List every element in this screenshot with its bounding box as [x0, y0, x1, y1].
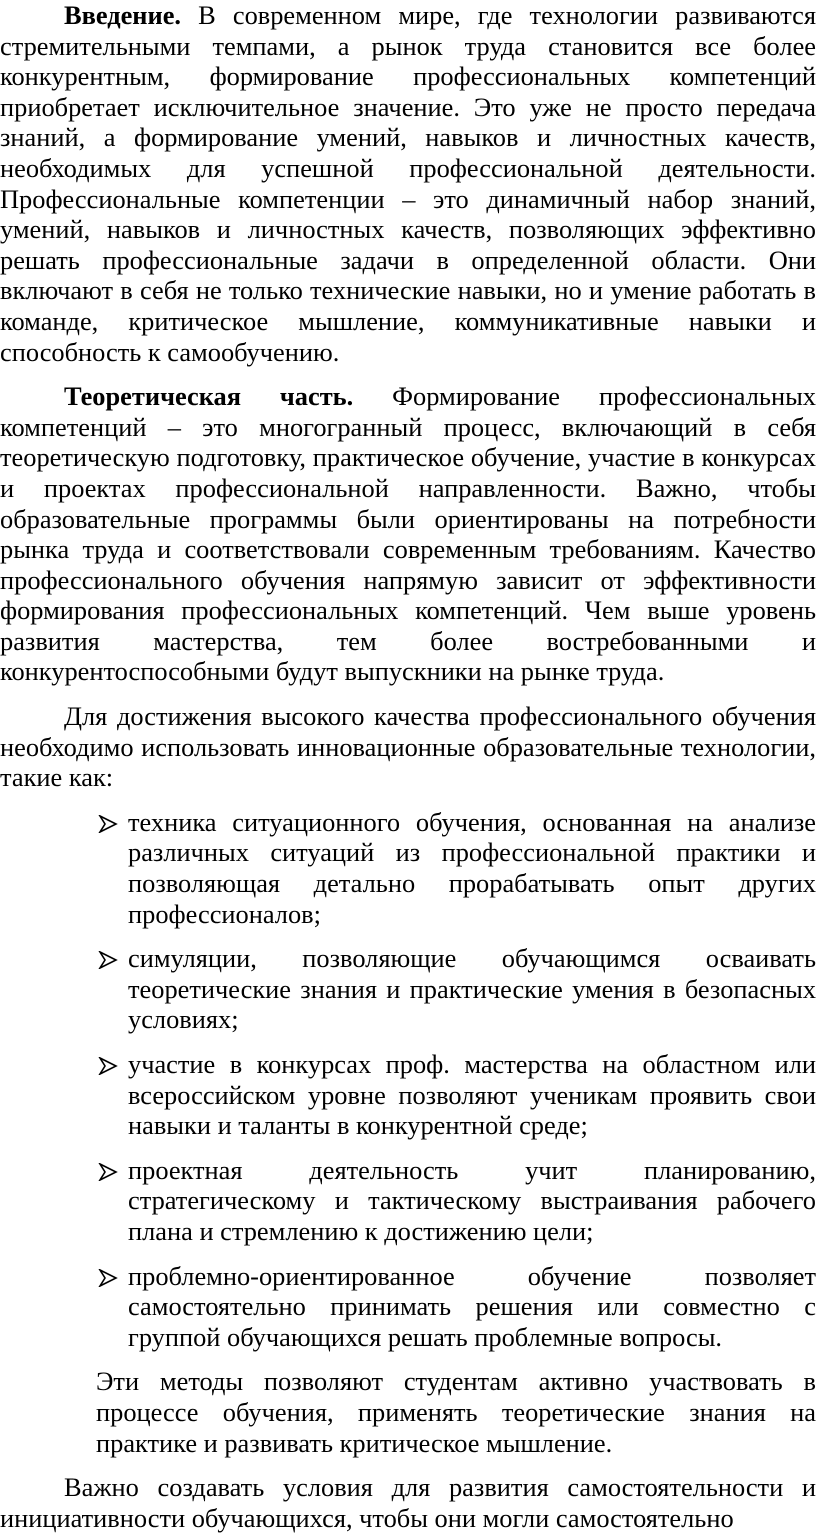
list-item [128, 1155, 816, 1247]
technology-list [0, 807, 816, 1353]
arrowhead-bullet-icon [98, 807, 120, 833]
arrowhead-bullet-icon [98, 1261, 120, 1287]
arrowhead-bullet-icon [98, 1049, 120, 1075]
lead-in-paragraph: Для достижения высокого качества профессионального обучения необходимо использовать инновационные образовательные технологии, такие как: [0, 701, 816, 793]
list-item [128, 807, 816, 929]
summary-paragraph: Эти методы позволяют студентам активно участвовать в процессе обучения, применять теоретические знания на практике и развивать критическое мышление. [96, 1366, 816, 1458]
list-item-text: проблемно-ориентированное обучение позволяет самостоятельно принимать решения или совместно с группой обучающихся решать проблемные вопросы. [128, 1260, 816, 1352]
closing-paragraph: Важно создавать условия для развития самостоятельности и инициативности обучающихся, чтобы они могли самостоятельно [0, 1472, 816, 1533]
arrowhead-bullet-icon [98, 943, 120, 969]
list-item-text: проектная деятельность учит планированию, стратегическому и тактическому выстраивания рабочего плана и стремлению к достижению цели; [128, 1154, 816, 1246]
intro-heading: Введение. [64, 0, 182, 30]
intro-paragraph [0, 0, 816, 367]
theory-heading: Теоретическая часть. [64, 381, 354, 412]
list-item-text: техника ситуационного обучения, основанная на анализе различных ситуаций из профессиональной практики и позволяющая детально прорабатывать опыт других профессионалов; [128, 806, 816, 929]
theory-text: Формирование профессиональных компетенций – это многогранный процесс, включающий в себя теоретическую подготовку, практическое обучение, участие в конкурсах и проектах профессиональной направленности. Важно, чтобы образовательные программы были ориентированы на потребности рынка труда и соответствовали современным требованиям. Качество профессионального обучения напрямую зависит от эффективности формирования профессиональных компетенций. Чем выше уровень развития мастерства, тем более востребованными и конкурентоспособными будут выпускники на рынке труда. [0, 381, 816, 687]
arrowhead-bullet-icon [98, 1155, 120, 1181]
list-item-text: участие в конкурсах проф. мастерства на областном или всероссийском уровне позволяют ученикам проявить свои навыки и таланты в конкурентной среде; [128, 1049, 816, 1141]
list-item [128, 1049, 816, 1141]
list-item [128, 943, 816, 1035]
list-item [128, 1261, 816, 1353]
list-item-text: симуляции, позволяющие обучающимся осваивать теоретические знания и практические умения в безопасных условиях; [128, 943, 816, 1035]
theory-paragraph [0, 381, 816, 687]
intro-text: В современном мире, где технологии развиваются стремительными темпами, а рынок труда становится все более конкурентным, формирование профессиональных компетенций приобретает исключительное значение. Это уже не просто передача знаний, а формирование умений, навыков и личностных качеств, необходимых для успешной профессиональной деятельности. Профессиональные компетенции – это динамичный набор знаний, умений, навыков и личностных качеств, позволяющих эффективно решать профессиональные задачи в определенной области. Они включают в себя не только технические навыки, но и умение работать в команде, критическое мышление, коммуникативные навыки и способность к самообучению. [0, 0, 816, 367]
